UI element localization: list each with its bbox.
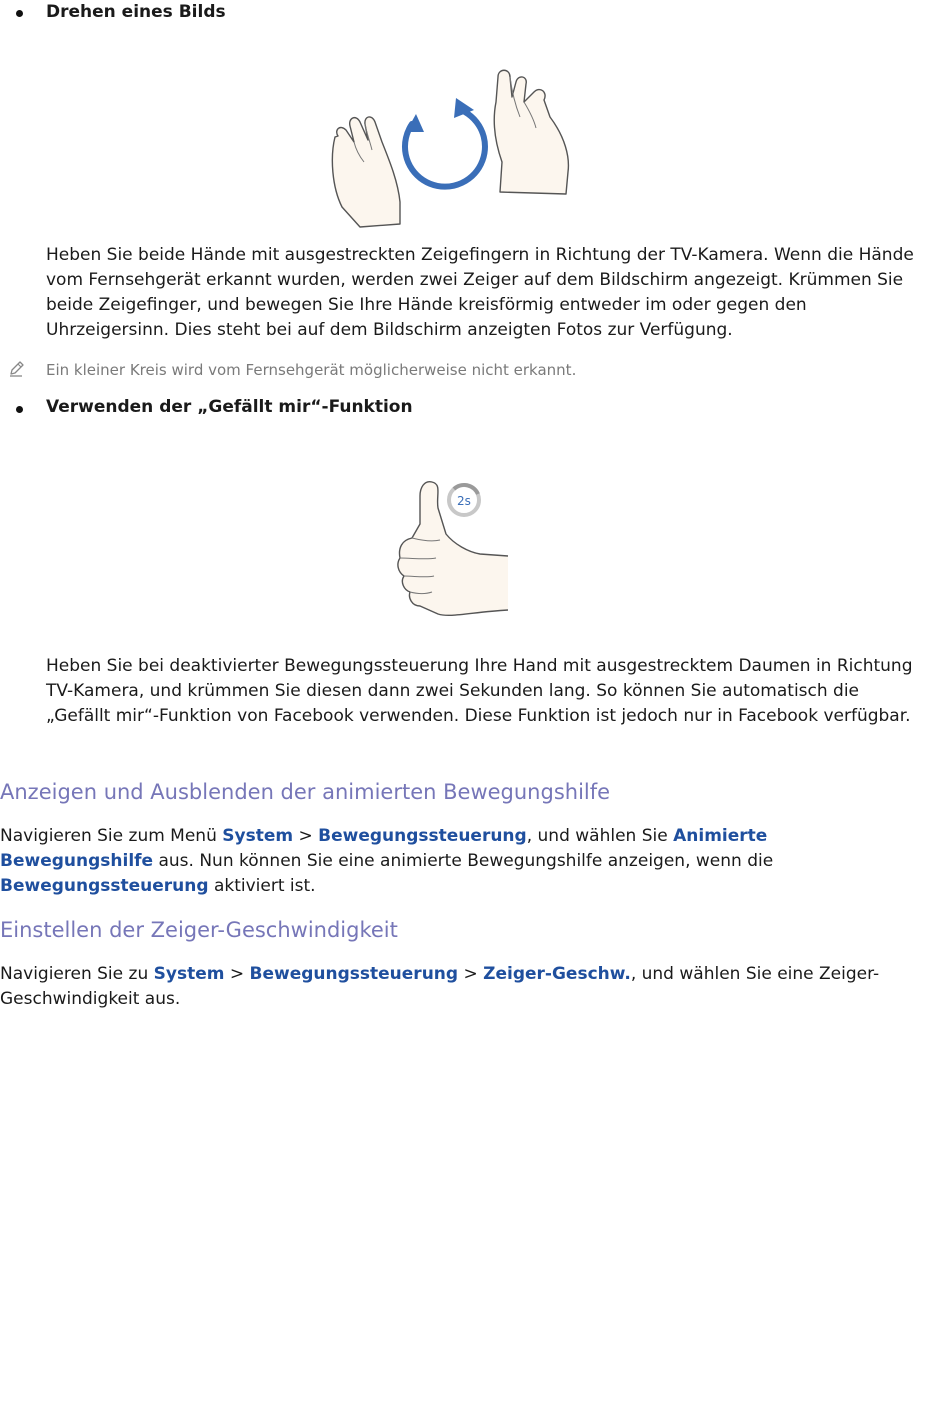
rotate-description: Heben Sie beide Hände mit ausgestreckten Zeigefingern in Richtung der TV-Kamera. Wenn die Hände vom Fernsehgerät erkannt wurden, werden zwei Zeiger auf dem Bildschirm angezeigt. Krümmen Sie beide Zeigefinger, und bewegen Sie Ihre Hände kreisförmig entweder im oder gegen den Uhrzeigersinn. Dies steht bei auf dem Bildschirm anzeigten Fotos zur Verfügung. xyxy=(46,245,914,340)
menu-pointer-speed-link: Zeiger-Geschw. xyxy=(483,964,631,984)
like-description: Heben Sie bei deaktivierter Bewegungssteuerung Ihre Hand mit ausgestrecktem Daumen in Richtung TV-Kamera, und krümmen Sie diesen dann zwei Sekunden lang. So können Sie automatisch die „Gefällt mir“-Funktion von Facebook verwenden. Diese Funktion ist jedoch nur in Facebook verfügbar. xyxy=(46,656,913,726)
text: , und wählen Sie xyxy=(526,826,674,846)
separator: > xyxy=(458,964,484,984)
rotate-hands-icon xyxy=(320,62,580,232)
pencil-note-icon xyxy=(8,360,26,378)
note-row xyxy=(0,360,920,382)
text: aktiviert ist. xyxy=(208,876,316,896)
section-pointer-speed-text xyxy=(0,962,905,1012)
bullet-dot xyxy=(16,10,23,17)
separator: > xyxy=(293,826,319,846)
menu-system-link: System xyxy=(153,964,225,984)
thumbs-up-icon xyxy=(390,478,520,623)
text: Navigieren Sie zum Menü xyxy=(0,826,223,846)
section-motion-guide-text xyxy=(0,824,905,899)
bullet-title: Verwenden der „Gefällt mir“-Funktion xyxy=(46,397,413,417)
menu-motion-control-link: Bewegungssteuerung xyxy=(249,964,459,984)
menu-motion-control-link: Bewegungssteuerung xyxy=(0,876,209,896)
menu-motion-control-link: Bewegungssteuerung xyxy=(318,826,527,846)
timer-label: 2s xyxy=(457,494,471,508)
separator: > xyxy=(224,964,250,984)
section-heading-motion-guide: Anzeigen und Ausblenden der animierten Bewegungshilfe xyxy=(0,780,611,804)
text: , und wählen Sie eine Zeiger-Geschwindigkeit aus. xyxy=(0,964,880,1009)
text: aus. Nun können Sie eine animierte Bewegungshilfe anzeigen, wenn die xyxy=(153,851,774,871)
menu-system-link: System xyxy=(222,826,294,846)
bullet-dot xyxy=(16,406,23,413)
bullet-title: Drehen eines Bilds xyxy=(46,2,226,22)
text: Navigieren Sie zu xyxy=(0,964,154,984)
bullet-like-function xyxy=(0,397,920,421)
section-heading-pointer-speed: Einstellen der Zeiger-Geschwindigkeit xyxy=(0,918,398,942)
menu-animated-guide-link: Animierte Bewegungshilfe xyxy=(0,826,768,871)
note-text: Ein kleiner Kreis wird vom Fernsehgerät möglicherweise nicht erkannt. xyxy=(46,361,577,379)
bullet-rotate-image xyxy=(0,2,920,26)
